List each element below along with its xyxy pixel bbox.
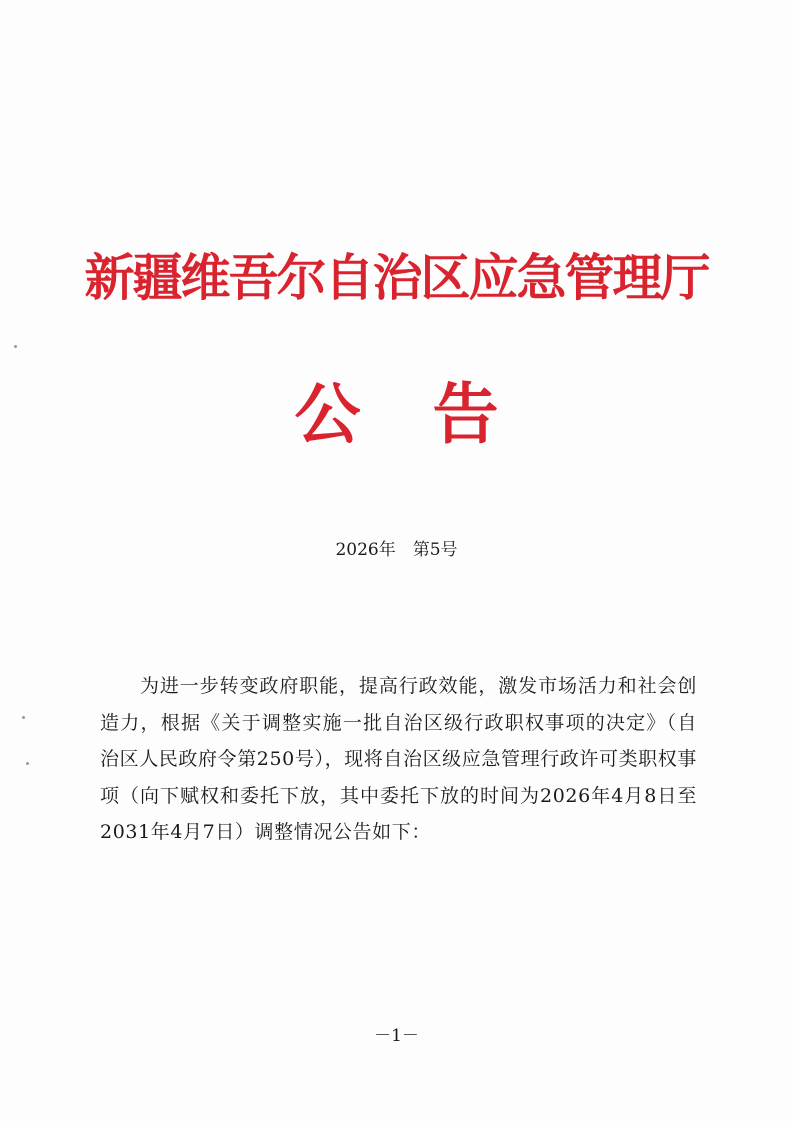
scan-speck xyxy=(22,716,25,719)
issuer-title: 新疆维吾尔自治区应急管理厅 xyxy=(84,249,709,307)
document-number: 2026年 第5号 xyxy=(335,540,458,560)
body-paragraph: 为进一步转变政府职能，提高行政效能，激发市场活力和社会创造力，根据《关于调整实施一批自治区级行政职权事项的决定》（自治区人民政府令第250号），现将自治区级应急管理行政许可类职权事项（向下赋权和委托下放，其中委托下放的时间为2026年4月8日至2031年4月7日）调整情况公告如下： xyxy=(100,675,697,843)
page-number: －1－ xyxy=(374,1026,419,1046)
document-type-heading: 公告 xyxy=(294,376,571,453)
scan-speck xyxy=(26,762,29,765)
scan-speck xyxy=(14,345,17,348)
